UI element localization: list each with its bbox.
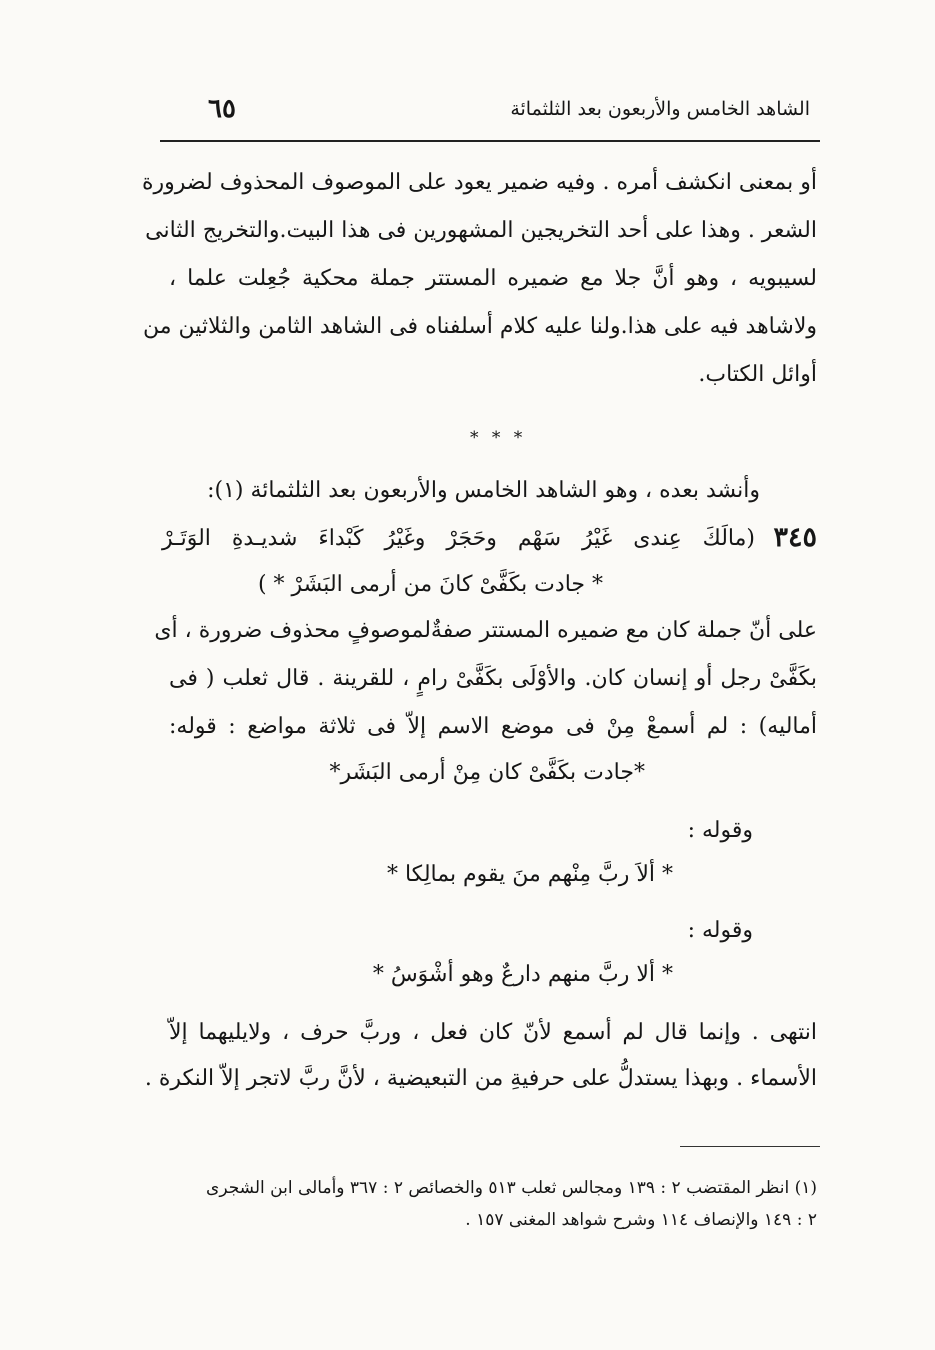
text-line: أو بمعنى انكشف أمره . وفيه ضمير يعود على الموصوف المحذوف لضرورة [142,170,817,195]
text-line: على أنّ جملة كان مع ضميره المستتر صفةٌلموصوفٍ محذوف ضرورة ، أى [154,618,817,643]
label-1: وقوله : [687,818,753,843]
paragraph-3 [144,1020,817,1110]
text-line: أوائل الكتاب. [698,362,817,387]
paragraph-2 [154,618,817,758]
verse-intro: وأنشد بعده ، وهو الشاهد الخامس والأربعون بعد الثلثمائة (١): [207,478,760,503]
text-line: أماليه) : لم أسمعْ مِنْ فى موضع الاسم إلاّ فى ثلاثة مواضع : قوله: [169,714,817,739]
text-line: الشعر . وهذا على أحد التخريجين المشهورين فى هذا البيت.والتخريج الثانى [145,218,817,243]
text-line: الأسماء . وبهذا يستدلُّ على حرفيةِ من التبعيضية ، لأنَّ ربَّ لاتجر إلاّ النكرة . [144,1066,817,1091]
verse-number: ٣٤٥ [773,522,817,553]
quote-1: *جادت بكَفَّىْ كان مِنْ أرمى البَشَر* [329,760,645,785]
quote-3: * ألا ربَّ منهم دارعٌ وهو أشْوَسُ * [372,962,673,987]
page-header [150,94,810,138]
paragraph-1 [142,170,817,400]
verse-line-1: (مالَكَ عِندى غَيْرُ سَهْم وحَجَرْ وغَيْرُ كَبْداءَ شديـدةِ الوَتَـرْ [162,526,755,551]
footnote-rule [680,1146,820,1147]
label-2: وقوله : [687,918,753,943]
text-line: انتهى . وإنما قال لم أسمع لأنّ كان فعل ، وربَّ حرف ، ولايليهما إلاّ [169,1020,817,1045]
header-rule [160,140,820,142]
footnote-line: ٢ : ١٤٩ والإنصاف ١١٤ وشرح شواهد المغنى ١٥٧ . [465,1210,817,1230]
page-number: ٦٥ [208,94,236,124]
running-title: الشاهد الخامس والأربعون بعد الثلثمائة [510,98,810,120]
footnote-line: (١) انظر المقتضب ٢ : ١٣٩ ومجالس ثعلب ٥١٣ والخصائص ٢ : ٣٦٧ وأمالى ابن الشجرى [206,1178,817,1198]
quote-2: * ألاَ ربَّ مِنْهم منَ يقوم بمالِكا * [386,862,673,887]
section-separator: * * * [470,428,527,448]
text-line: بكَفَّىْ رجل أو إنسان كان. والأوْلَى بكَفَّىْ رامٍ ، للقرينة . قال ثعلب ( فى [169,666,817,691]
text-line: لسيبويه ، وهو أنَّ جلا مع ضميره المستتر جملة محكية جُعِلت علما ، [169,266,817,291]
verse-line-2: * جادت بكَفَّىْ كانَ من أرمى البَشَرْ * ) [257,572,603,597]
text-line: ولاشاهد فيه على هذا.ولنا عليه كلام أسلفناه فى الشاهد الثامن والثلاثين من [143,314,817,339]
